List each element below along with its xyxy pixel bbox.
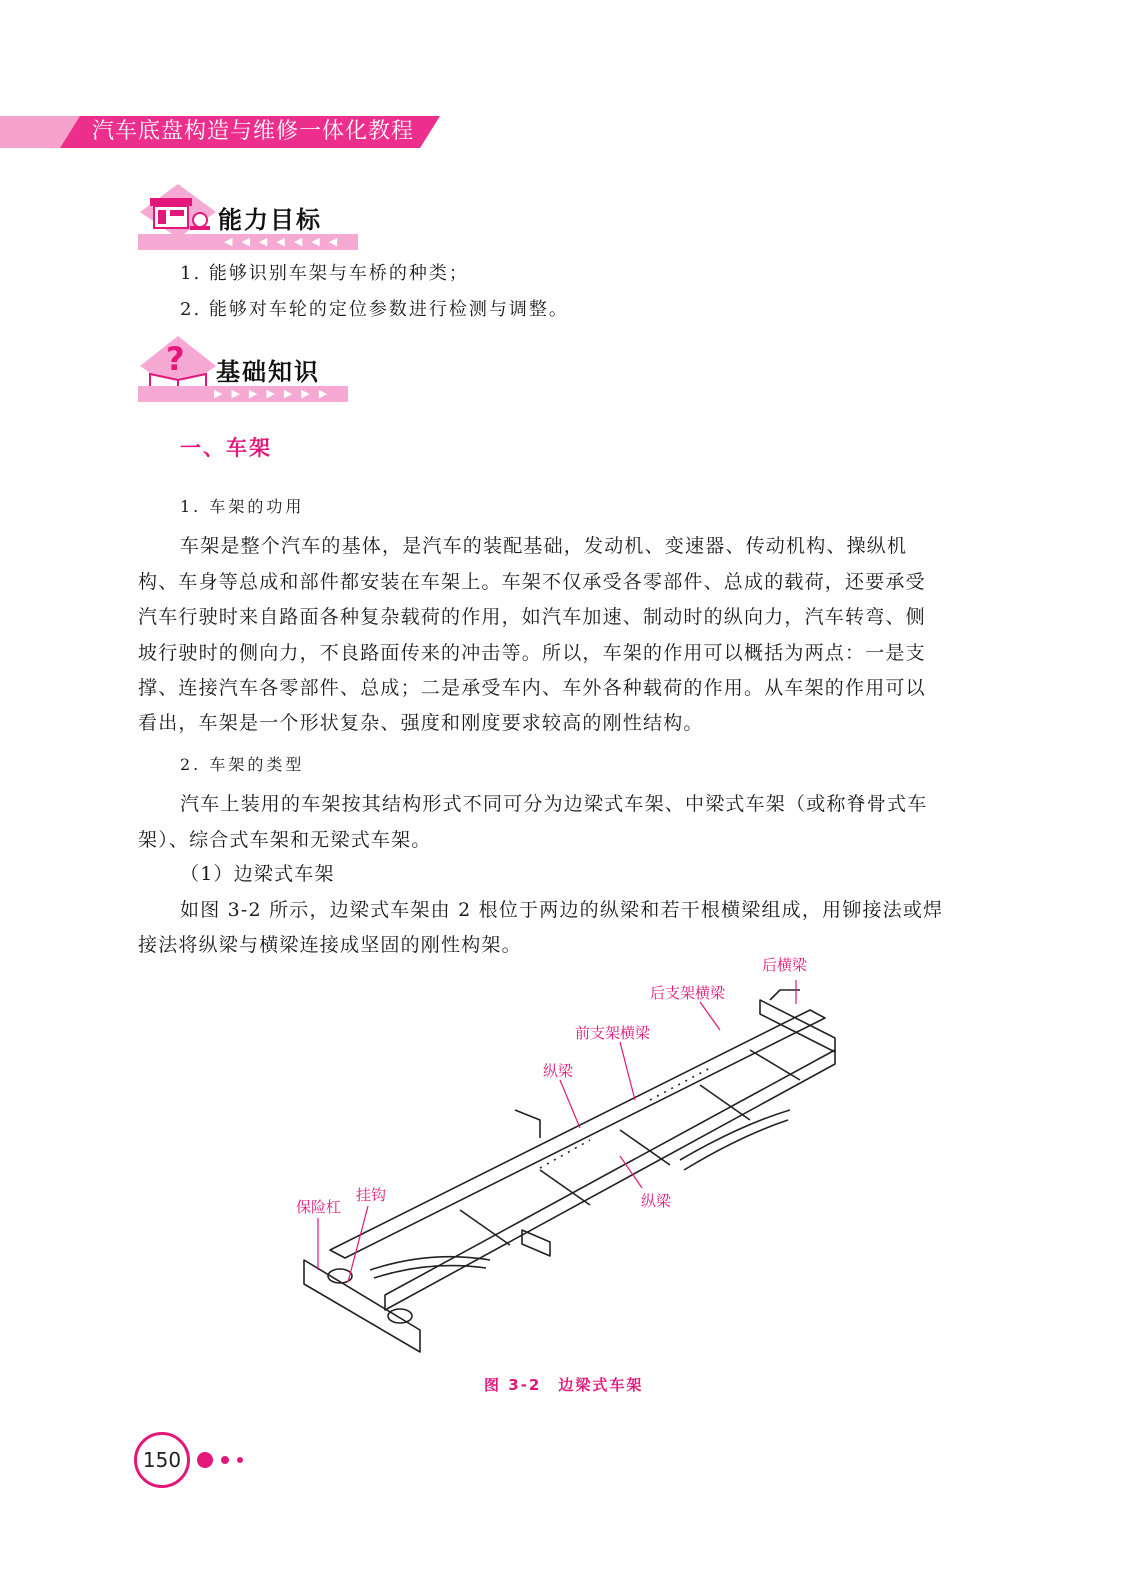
label-front-support-crossbeam: 前支架横梁 — [575, 1024, 651, 1042]
para1-line-2: 构、车身等总成和部件都安装在车架上。车架不仅承受各零部件、总成的载荷，还要承受 — [138, 571, 926, 593]
label-longitudinal-beam-upper: 纵梁 — [543, 1062, 574, 1080]
subheading-types: 2. 车架的类型 — [180, 755, 305, 774]
para1-line-1: 车架是整个汽车的基体，是汽车的装配基础，发动机、变速器、传动机构、操纵机 — [180, 535, 908, 557]
chapter-heading: 一、车架 — [180, 436, 272, 460]
label-longitudinal-beam-lower: 纵梁 — [641, 1192, 672, 1210]
subheading-function: 1. 车架的功用 — [180, 497, 305, 516]
ability-title: 能力目标 — [218, 206, 322, 234]
basics-title: 基础知识 — [216, 358, 320, 386]
basics-banner — [138, 334, 350, 404]
label-rear-crossbeam: 后横梁 — [762, 956, 808, 974]
para3-line-2: 接法将纵梁与横梁连接成坚固的刚性构架。 — [138, 934, 522, 956]
subheading-edge-frame: （1）边梁式车架 — [180, 863, 335, 885]
ability-item-2: 2. 能够对车轮的定位参数进行检测与调整。 — [180, 299, 569, 320]
label-rear-support-crossbeam: 后支架横梁 — [650, 984, 726, 1002]
para3-line-1: 如图 3-2 所示，边梁式车架由 2 根位于两边的纵梁和若干根横梁组成，用铆接法或焊 — [180, 899, 944, 921]
figure-caption: 图 3-2 边梁式车架 — [484, 1376, 644, 1394]
question-book-icon — [138, 334, 218, 392]
ability-strip — [138, 234, 358, 250]
para1-line-3: 汽车行驶时来自路面各种复杂载荷的作用，如汽车加速、制动时的纵向力，汽车转弯、侧 — [138, 606, 926, 628]
para1-line-5: 撑、连接汽车各零部件、总成；二是承受车内、车外各种载荷的作用。从车架的作用可以 — [138, 677, 926, 699]
label-hook: 挂钩 — [356, 1186, 387, 1204]
machine-icon — [138, 182, 218, 238]
book-title: 汽车底盘构造与维修一体化教程 — [92, 119, 415, 144]
page-number: 150 — [134, 1432, 190, 1488]
label-bumper: 保险杠 — [296, 1198, 342, 1216]
ladder-frame-figure — [290, 960, 850, 1360]
para1-line-4: 坡行驶时的侧向力，不良路面传来的冲击等。所以，车架的作用可以概括为两点：一是支 — [138, 642, 926, 664]
svg-text:?: ? — [166, 340, 185, 378]
arrow-row-icon: ◀◀◀◀◀◀◀ — [224, 235, 347, 248]
ability-banner — [138, 182, 360, 250]
arrow-row-icon: ▶▶▶▶▶▶▶ — [214, 387, 337, 400]
page-dots-icon — [196, 1450, 252, 1470]
basics-strip — [138, 386, 348, 402]
para2-line-2: 架）、综合式车架和无梁式车架。 — [138, 829, 432, 851]
ability-item-1: 1. 能够识别车架与车桥的种类； — [180, 263, 469, 284]
para1-line-6: 看出，车架是一个形状复杂、强度和刚度要求较高的刚性结构。 — [138, 712, 704, 734]
para2-line-1: 汽车上装用的车架按其结构形式不同可分为边梁式车架、中梁式车架（或称脊骨式车 — [180, 793, 928, 815]
